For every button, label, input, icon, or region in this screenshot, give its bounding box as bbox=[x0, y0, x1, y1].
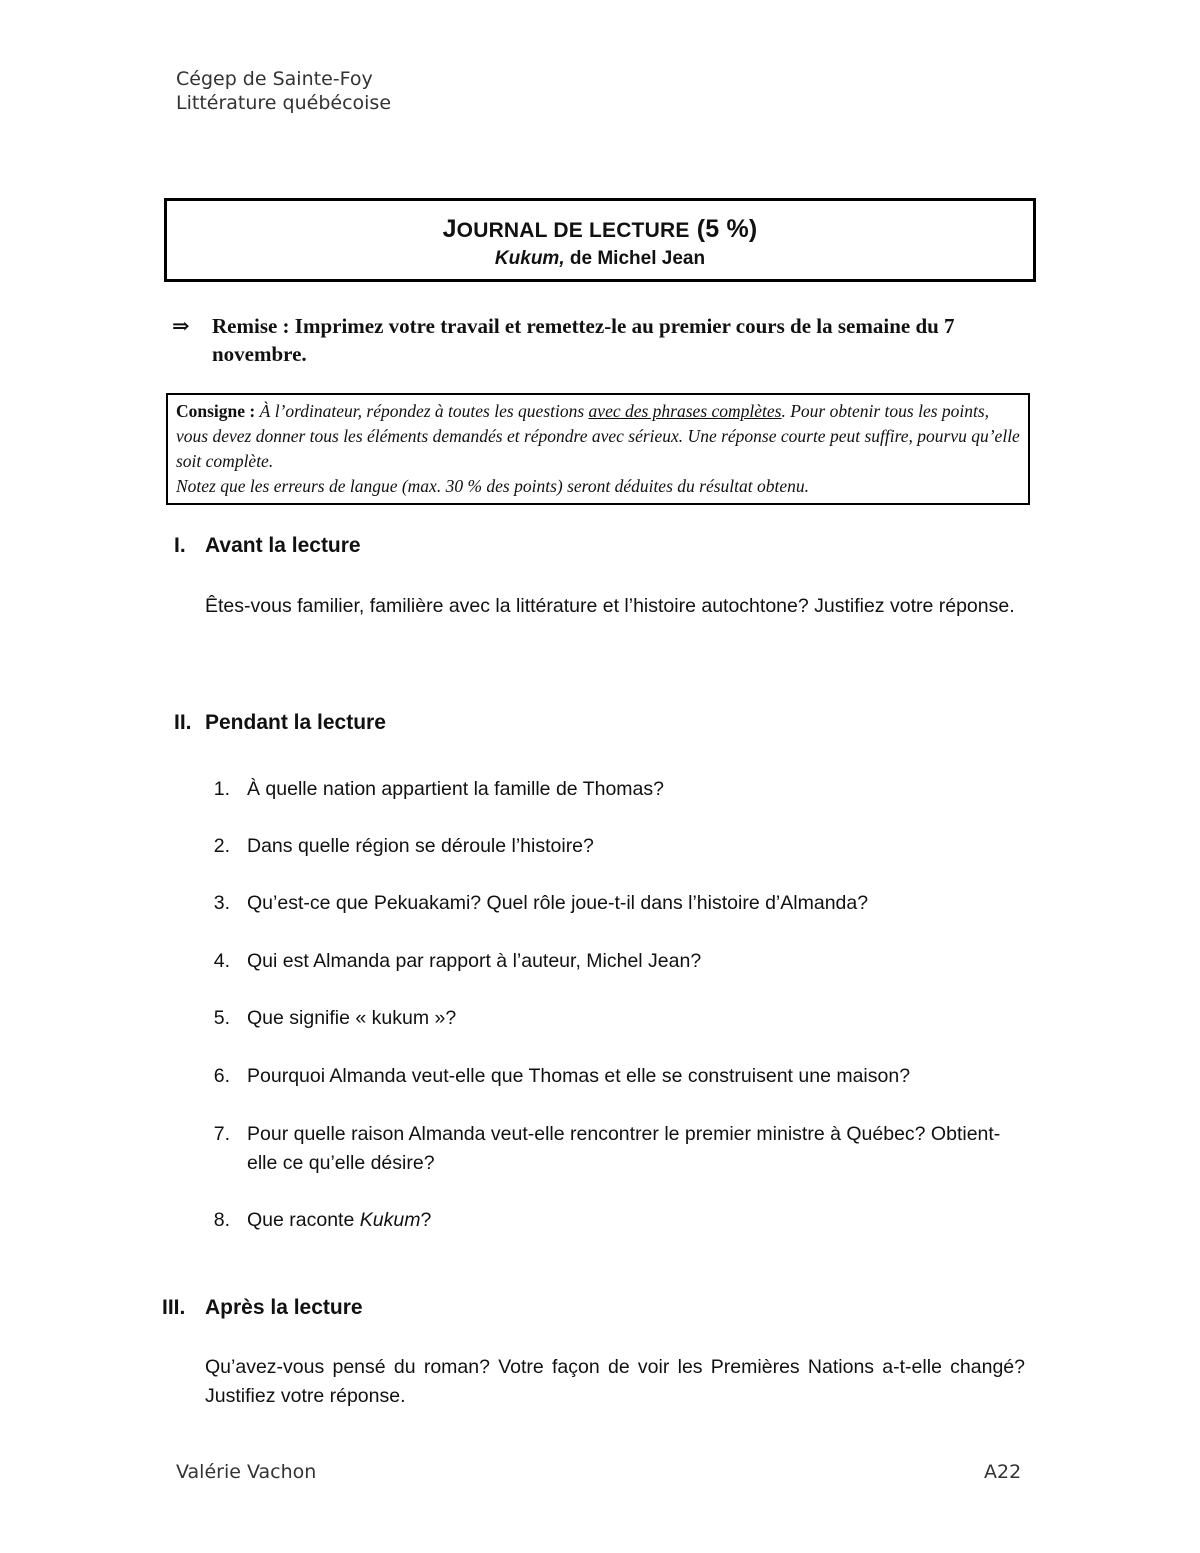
remise-instruction bbox=[172, 312, 1032, 368]
question-number: 8. bbox=[213, 1209, 230, 1231]
question-number: 3. bbox=[213, 892, 230, 914]
section-2-number: II. bbox=[174, 711, 192, 734]
arrow-icon: ⇒ bbox=[172, 314, 190, 338]
question-text: Que signifie « kukum »? bbox=[247, 1007, 457, 1029]
question-book-title: Kukum bbox=[359, 1209, 421, 1231]
question-number: 6. bbox=[213, 1065, 230, 1087]
question-text: Pour quelle raison Almanda veut-elle rencontrer le premier ministre à Québec? Obtient-elle ce qu’elle désire? bbox=[247, 1123, 1001, 1174]
header-institution: Cégep de Sainte-Foy bbox=[176, 68, 373, 90]
header-course: Littérature québécoise bbox=[176, 92, 392, 114]
question-number: 2. bbox=[213, 835, 230, 857]
title-suffix: (5 %) bbox=[696, 215, 758, 243]
remise-text: Remise : Imprimez votre travail et remettez-le au premier cours de la semaine du 7 novembre. bbox=[212, 314, 955, 366]
question-number: 5. bbox=[213, 1007, 230, 1029]
subtitle-author: de Michel Jean bbox=[569, 248, 706, 269]
title-box bbox=[164, 198, 1036, 282]
page-title bbox=[167, 215, 1033, 244]
title-cap: J bbox=[442, 215, 457, 243]
footer-author: Valérie Vachon bbox=[176, 1461, 317, 1483]
question-text-after: ? bbox=[420, 1209, 432, 1231]
section-1-heading: Avant la lecture bbox=[205, 534, 361, 557]
footer-term: A22 bbox=[984, 1461, 1022, 1483]
question-number: 7. bbox=[213, 1123, 230, 1145]
question-text: Dans quelle région se déroule l’histoire? bbox=[247, 835, 594, 857]
question-text-before: Que raconte bbox=[247, 1209, 355, 1231]
consigne-box bbox=[166, 393, 1030, 505]
consigne-language-note: Notez que les erreurs de langue (max. 30 % des points) seront déduites du résultat obtenu. bbox=[176, 476, 809, 496]
question-text: À quelle nation appartient la famille de Thomas? bbox=[247, 778, 664, 800]
title-rest: OURNAL DE LECTURE bbox=[456, 219, 690, 242]
question-number: 4. bbox=[213, 950, 230, 972]
question-text: Qu’est-ce que Pekuakami? Quel rôle joue-t-il dans l’histoire d’Almanda? bbox=[247, 892, 869, 914]
section-2-heading: Pendant la lecture bbox=[205, 711, 386, 734]
question-number: 1. bbox=[213, 778, 230, 800]
question-text: Qui est Almanda par rapport à l’auteur, Michel Jean? bbox=[247, 950, 702, 972]
consigne-part2: . Pour obtenir tous les points, vous devez donner tous les éléments demandés et répondre avec sérieux. Une réponse courte peut suffire, pourvu qu’elle soit complète. bbox=[176, 401, 1020, 471]
consigne-label: Consigne : bbox=[176, 401, 256, 421]
question-text: Pourquoi Almanda veut-elle que Thomas et elle se construisent une maison? bbox=[247, 1065, 911, 1087]
section-1-question: Êtes-vous familier, familière avec la littérature et l’histoire autochtone? Justifiez votre réponse. bbox=[205, 595, 1015, 617]
section-1-number: I. bbox=[174, 534, 186, 557]
consigne-part1: À l’ordinateur, répondez à toutes les questions bbox=[259, 401, 585, 421]
section-3-question: Qu’avez-vous pensé du roman? Votre façon de voir les Premières Nations a-t-elle changé? Justifiez votre réponse. bbox=[205, 1356, 1025, 1407]
section-3-number: III. bbox=[162, 1296, 186, 1319]
consigne-underlined: avec des phrases complètes bbox=[588, 401, 782, 421]
question-text bbox=[247, 1206, 1037, 1235]
subtitle-book: Kukum, bbox=[494, 248, 565, 269]
page-subtitle bbox=[167, 248, 1033, 270]
section-3-heading: Après la lecture bbox=[205, 1296, 363, 1319]
